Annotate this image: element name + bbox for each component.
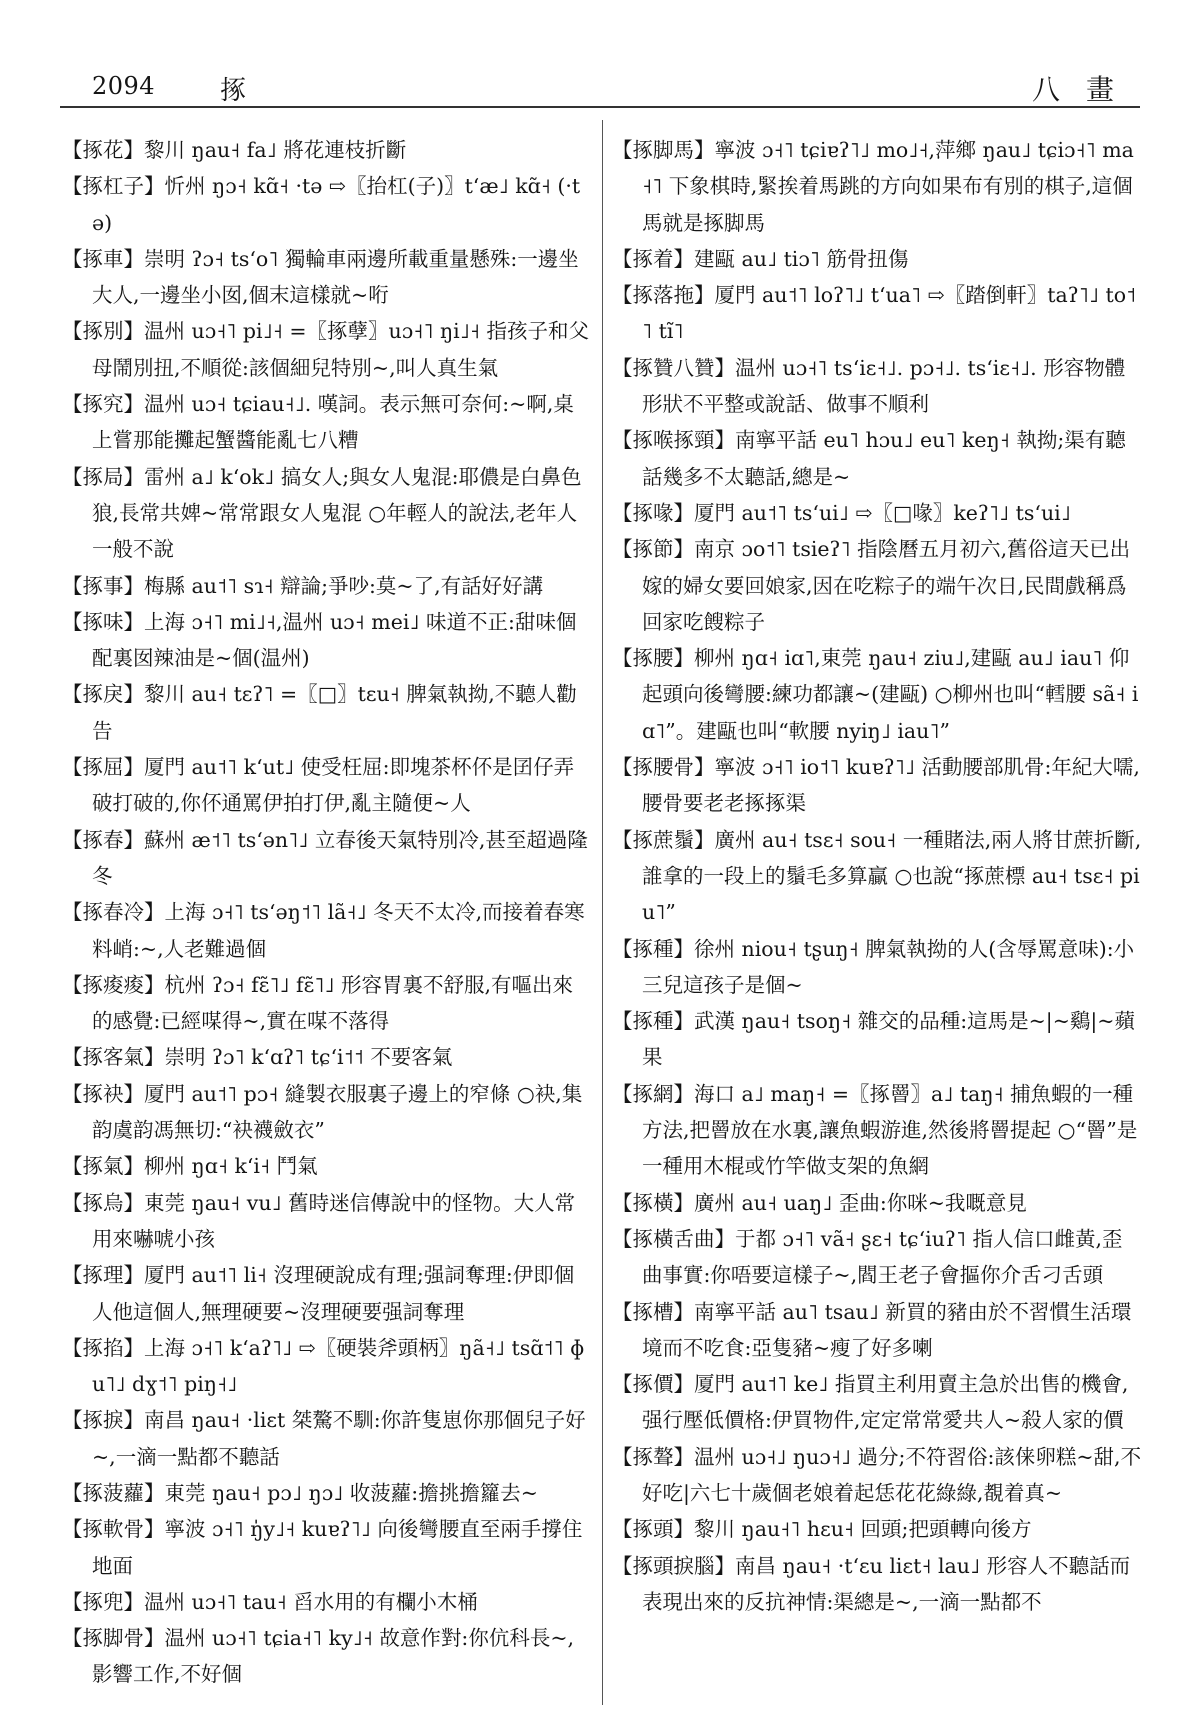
entry-headword: 【 㧻春 】 <box>62 828 144 852</box>
entry-headword: 【 㧻捩 】 <box>62 1408 144 1432</box>
entry-definition: 厦門 au˦˥ kʻut˩ 使受枉屈:即塊茶杯伓是囝仔弄破打破的,你伓通罵伊拍打伊,亂主隨便~人 <box>92 755 575 816</box>
dictionary-entry <box>612 422 1142 495</box>
entry-definition: 南京 ɔo˦˥ tsieʔ˥ 指陰曆五月初六,舊俗這天已出嫁的婦女要回娘家,因在吃粽子的端午次日,民間戲稱爲回家吃餿粽子 <box>642 537 1131 634</box>
dictionary-entry <box>612 931 1142 1004</box>
entry-headword: 【 㧻喉㧻頸 】 <box>612 428 735 452</box>
dictionary-entry <box>612 822 1142 931</box>
entry-definition: 蘇州 æ˦˥ tsʻən˥˩ 立春後天氣特別冷,甚至超過隆冬 <box>92 827 588 888</box>
header-rule <box>60 106 1140 108</box>
entry-definition: 梅縣 au˦˥ sɿ˧ 辯論;爭吵:莫~了,有話好好講 <box>144 573 544 598</box>
dictionary-entry <box>62 1039 589 1075</box>
entry-definition: 厦門 au˦˥ pɔ˧ 縫製衣服裏子邊上的窄條 ○袂,集韵虞韵馮無切:“袂襪斂衣” <box>92 1081 583 1143</box>
entry-definition: 温州 uɔ˧˥ tɕia˧˥ ky˩˧ 故意作對:你伉科長~,影響工作,不好個 <box>92 1626 575 1687</box>
entry-definition: 温州 uɔ˧˩ ŋuɔ˧˩ 過分;不符習俗:該俫卵糕~甜,不好吃|六七十歲個老娘着起恁花花綠綠,覩着真~ <box>642 1444 1142 1505</box>
dictionary-entry <box>612 1548 1142 1621</box>
entry-headword: 【 㧻節 】 <box>612 537 694 561</box>
running-head-character: 㧻 <box>220 76 247 106</box>
entry-definition: 上海 ɔ˧˥ tsʻəŋ˦˥ lã˧˩ 冬天不太冷,而接着春寒料峭:~,人老難過個 <box>92 900 585 961</box>
entry-headword: 【 㧻春冷 】 <box>62 900 165 924</box>
entry-headword: 【 㧻贊八贊 】 <box>612 356 735 380</box>
entry-headword: 【 㧻烏 】 <box>62 1191 144 1215</box>
dictionary-entry <box>612 1185 1142 1221</box>
entry-definition: 武漢 ŋau˧ tsoŋ˧ 雜交的品種:這馬是~|~鷄|~蘋果 <box>642 1009 1135 1070</box>
entry-definition: 厦門 au˦˥ li˧ 沒理硬說成有理;强詞奪理:伊即個人他這個人,無理硬要~沒理硬要强詞奪理 <box>92 1263 575 1324</box>
dictionary-entry <box>612 640 1142 749</box>
dictionary-entry <box>612 277 1142 350</box>
entry-headword: 【 㧻屈 】 <box>62 755 144 779</box>
entry-definition: 東莞 ŋau˧ pɔ˩ ŋɔ˩ 收菠蘿:擔挑擔籮去~ <box>164 1480 538 1505</box>
dictionary-entry <box>62 1584 589 1620</box>
entry-definition: 雷州 a˩ kʻok˩ 搞女人;與女人鬼混:耶儂是白鼻色狼,長常共婢~常常跟女人鬼混 ○年輕人的說法,老年人一般不說 <box>92 464 582 562</box>
entry-definition: 南寧平話 eu˥ hɔu˩ eu˥ keŋ˧ 執拗;渠有聽話幾多不太聽話,總是~ <box>642 428 1126 489</box>
entry-headword: 【 㧻花 】 <box>62 138 144 162</box>
dictionary-entry <box>612 531 1142 640</box>
entry-headword: 【 㧻掐 】 <box>62 1336 144 1360</box>
entry-headword: 【 㧻究 】 <box>62 392 144 416</box>
dictionary-entry <box>612 1511 1142 1547</box>
left-column <box>62 132 589 1693</box>
entry-headword: 【 㧻脚骨 】 <box>62 1626 165 1650</box>
page-header <box>60 60 1140 105</box>
dictionary-entry <box>612 1221 1142 1294</box>
entry-definition: 上海 ɔ˧˥ mi˩˧,温州 uɔ˧ mei˩ 味道不正:甜味個配裏囡辣油是~個(温州) <box>92 609 577 671</box>
dictionary-entry <box>62 1257 589 1330</box>
entry-definition: 寧波 ɔ˧˥ io˦˥ kuɐʔ˥˩ 活動腰部肌骨:年紀大嚅,腰骨要老老㧻㧻渠 <box>642 755 1140 816</box>
entry-headword: 【 㧻頭捩腦 】 <box>612 1554 735 1578</box>
entry-headword: 【 㧻袂 】 <box>62 1082 144 1106</box>
entry-headword: 【 㧻網 】 <box>612 1082 694 1106</box>
dictionary-entry <box>62 1185 589 1258</box>
entry-headword: 【 㧻橫 】 <box>612 1191 694 1215</box>
entry-definition: 黎川 au˧ tɛʔ˥ =〖□〗tɛu˧ 脾氣執拗,不聽人勸告 <box>92 682 577 743</box>
dictionary-entry <box>612 1076 1142 1185</box>
entry-headword: 【 㧻兜 】 <box>62 1590 144 1614</box>
entry-headword: 【 㧻脚馬 】 <box>612 138 715 162</box>
entry-definition: 南昌 ŋau˧ ·liɛt 桀驁不馴:你許隻崽你那個兒子好~,一滴一點都不聽話 <box>92 1408 586 1469</box>
dictionary-entry <box>62 132 589 168</box>
entry-definition: 厦門 au˦˥ loʔ˥˩ tʻua˥ ⇨〖踏倒軒〗taʔ˥˩ to˦˥ tĩ˥ <box>642 283 1137 344</box>
dictionary-entry <box>62 1402 589 1475</box>
dictionary-entry <box>62 1475 589 1511</box>
entry-headword: 【 㧻蔗鬚 】 <box>612 828 715 852</box>
right-column <box>612 132 1142 1620</box>
entry-headword: 【 㧻聱 】 <box>612 1445 694 1469</box>
entry-definition: 寧波 ɔ˧˥ tɕiɐʔ˥˩ mo˩˧,萍鄉 ŋau˩ tɕiɔ˧˥ ma˧˥ 下象棋時,緊挨着馬跳的方向如果布有別的棋子,這個馬就是㧻脚馬 <box>642 138 1134 235</box>
entry-definition: 温州 uɔ˧˥ pi˩˧ =〖㧻孽〗uɔ˧˥ ŋi˩˧ 指孩子和父母鬧別扭,不順從:該個細兒特別~,叫人真生氣 <box>92 319 589 380</box>
entry-headword: 【 㧻橫舌曲 】 <box>612 1227 735 1251</box>
entry-headword: 【 㧻落拖 】 <box>612 283 715 307</box>
entry-definition: 徐州 niou˧ tʂuŋ˧ 脾氣執拗的人(含辱罵意味):小三兒這孩子是個~ <box>642 936 1135 997</box>
entry-definition: 海口 a˩ maŋ˧ =〖㧻罾〗a˩ taŋ˧ 捕魚蝦的一種方法,把罾放在水裏,讓魚蝦游進,然後將罾提起 ○“罾”是一種用木棍或竹竿做支架的魚網 <box>642 1081 1138 1179</box>
entry-definition: 柳州 ŋɑ˧ iɑ˥,東莞 ŋau˧ ziu˩,建甌 au˩ iau˥ 仰起頭向後彎腰:練功都讓~(建甌) ○柳州也叫“轌腰 sã˧ iɑ˥”。建甌也叫“軟腰 nyiŋ˩ iau˥” <box>642 646 1139 743</box>
entry-headword: 【 㧻價 】 <box>612 1372 694 1396</box>
dictionary-entry <box>62 1148 589 1184</box>
dictionary-entry <box>612 241 1142 277</box>
entry-headword: 【 㧻喙 】 <box>612 501 694 525</box>
entry-definition: 厦門 au˦˥ tsʻui˩ ⇨〖□喙〗keʔ˥˩ tsʻui˩ <box>694 500 1071 525</box>
entry-definition: 温州 uɔ˧ tɕiau˧˩. 嘆詞。表示無可奈何:~啊,桌上嘗那能攤起蟹醬能亂七八糟 <box>92 392 574 453</box>
dictionary-entry <box>62 386 589 459</box>
dictionary-entry <box>62 459 589 568</box>
entry-headword: 【 㧻着 】 <box>612 247 694 271</box>
entry-headword: 【 㧻軟骨 】 <box>62 1517 165 1541</box>
entry-definition: 南寧平話 au˥ tsau˩ 新買的豬由於不習慣生活環境而不吃食:亞隻豬~瘦了好多喇 <box>642 1299 1132 1360</box>
entry-definition: 崇明 ʔɔ˧ tsʻo˥ 獨輪車兩邊所載重量懸殊:一邊坐大人,一邊坐小囡,個末這樣就~哘 <box>92 246 579 308</box>
entry-headword: 【 㧻腰骨 】 <box>612 755 715 779</box>
dictionary-entry <box>612 749 1142 822</box>
dictionary-entry <box>62 568 589 604</box>
dictionary-entry <box>62 1620 589 1693</box>
dictionary-entry <box>612 1003 1142 1076</box>
entry-definition: 温州 uɔ˧˥ tsʻiɛ˧˩. pɔ˧˩. tsʻiɛ˧˩. 形容物體形狀不平整或說話、做事不順利 <box>642 355 1126 417</box>
entry-headword: 【 㧻理 】 <box>62 1263 144 1287</box>
entry-definition: 厦門 au˦˥ ke˩ 指買主利用賣主急於出售的機會,强行壓低價格:伊買物件,定定常常愛共人~殺人家的價 <box>642 1372 1129 1433</box>
entry-headword: 【 㧻種 】 <box>612 937 694 961</box>
entry-headword: 【 㧻事 】 <box>62 574 144 598</box>
entry-definition: 上海 ɔ˧˥ kʻaʔ˥˩ ⇨〖硬裝斧頭柄〗ŋã˧˩ tsɑ̃˦˥ ɸu˥˩ dɣ˦˥ piŋ˧˩ <box>92 1335 585 1397</box>
entry-headword: 【 㧻戾 】 <box>62 682 144 706</box>
entry-definition: 温州 uɔ˧˥ tau˧ 舀水用的有欄小木桶 <box>144 1589 478 1614</box>
entry-definition: 柳州 ŋɑ˧ kʻi˧ 鬥氣 <box>144 1154 318 1179</box>
entry-definition: 廣州 au˧ tsɛ˧ sou˧ 一種賭法,兩人將甘蔗折斷,誰拿的一段上的鬚毛多算贏 ○也說“㧻蔗標 au˧ tsɛ˧ piu˥” <box>642 827 1142 925</box>
entry-definition: 忻州 ŋɔ˧ kɑ̃˧ ·tə ⇨〖抬杠(子)〗tʻæ˩ kɑ̃˧ (·tə) <box>92 174 581 235</box>
entry-headword: 【 㧻車 】 <box>62 247 144 271</box>
entry-headword: 【 㧻槽 】 <box>612 1300 694 1324</box>
entry-headword: 【 㧻腰 】 <box>612 646 694 670</box>
entry-headword: 【 㧻別 】 <box>62 319 144 343</box>
entry-headword: 【 㧻味 】 <box>62 610 144 634</box>
entry-headword: 【 㧻氣 】 <box>62 1154 144 1178</box>
entry-definition: 寧波 ɔ˧˥ ŋ̍y˩˧ kuɐʔ˥˩ 向後彎腰直至兩手撐住地面 <box>92 1517 583 1578</box>
dictionary-entry <box>62 1076 589 1149</box>
dictionary-entry <box>612 1366 1142 1439</box>
entry-definition: 廣州 au˧ uaŋ˩ 歪曲:你咪~我嘅意見 <box>694 1190 1027 1215</box>
dictionary-entry <box>612 495 1142 531</box>
entry-definition: 于都 ɔ˧˥ vã˧ ʂɛ˧ tɕʻiuʔ˥ 指人信口雌黃,歪曲事實:你唔要這樣子~,閻王老子會摳你介舌刁舌頭 <box>642 1226 1123 1288</box>
dictionary-entry <box>62 241 589 314</box>
page-number: 2094 <box>92 72 156 100</box>
entry-headword: 【 㧻杠子 】 <box>62 174 165 198</box>
entry-definition: 黎川 ŋau˧˥ hɛu˧ 回頭;把頭轉向後方 <box>694 1517 1032 1542</box>
dictionary-entry <box>62 168 589 241</box>
dictionary-entry <box>62 1511 589 1584</box>
stroke-section-label: 八畫 <box>1031 73 1140 106</box>
dictionary-entry <box>62 967 589 1040</box>
dictionary-entry <box>62 822 589 895</box>
dictionary-entry <box>62 604 589 677</box>
entry-headword: 【 㧻局 】 <box>62 465 144 489</box>
entry-headword: 【 㧻種 】 <box>612 1009 694 1033</box>
entry-definition: 東莞 ŋau˧ vu˩ 舊時迷信傳說中的怪物。大人常用來嚇唬小孩 <box>92 1190 576 1251</box>
dictionary-entry <box>62 894 589 967</box>
entry-headword: 【 㧻頭 】 <box>612 1517 694 1541</box>
entry-definition: 崇明 ʔɔ˥ kʻɑʔ˥ tɕʻi˦˦ 不要客氣 <box>164 1045 453 1070</box>
dictionary-entry <box>62 1330 589 1403</box>
entry-headword: 【 㧻客氣 】 <box>62 1045 165 1069</box>
entry-definition: 黎川 ŋau˧ fa˩ 將花連枝折斷 <box>144 138 407 162</box>
entry-headword: 【 㧻菠蘿 】 <box>62 1481 165 1505</box>
entry-definition: 南昌 ŋau˧ ·tʻɛu liɛt˧ lau˩ 形容人不聽話而表現出來的反抗神情:渠總是~,一滴一點都不 <box>642 1553 1131 1614</box>
dictionary-entry <box>612 1439 1142 1512</box>
entry-definition: 杭州 ʔɔ˧ fɛ̃˥˩ fɛ̃˥˩ 形容胃裏不舒服,有嘔出來的感覺:已經㖼得~,實在㖼不落得 <box>92 972 574 1034</box>
dictionary-entry <box>612 1294 1142 1367</box>
dictionary-entry <box>62 749 589 822</box>
entry-headword: 【 㧻痠痠 】 <box>62 973 165 997</box>
dictionary-entry <box>612 132 1142 241</box>
entry-definition: 建甌 au˩ tiɔ˥ 筋骨扭傷 <box>694 246 909 271</box>
dictionary-entry <box>612 350 1142 423</box>
dictionary-entry <box>62 676 589 749</box>
dictionary-entry <box>62 313 589 386</box>
column-divider <box>602 120 603 1705</box>
